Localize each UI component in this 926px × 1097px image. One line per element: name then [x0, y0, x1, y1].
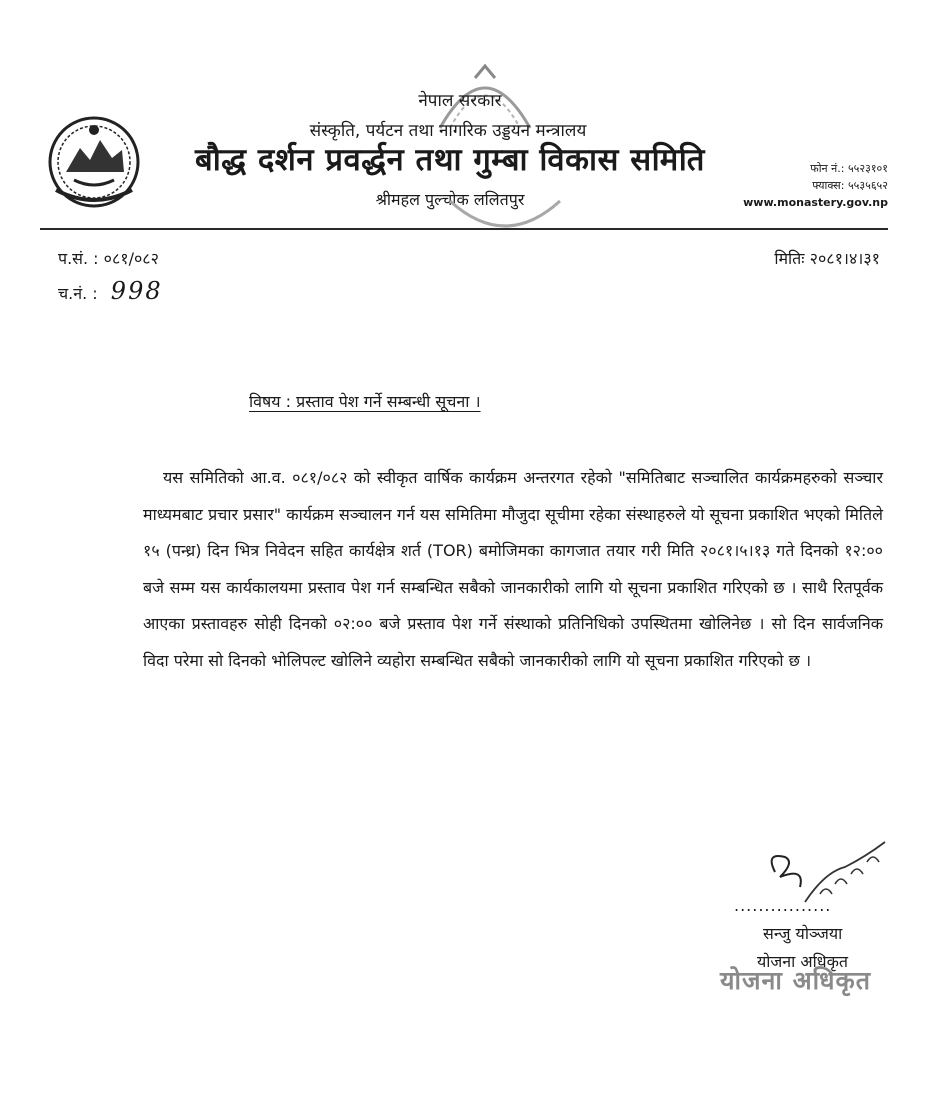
signature-dotted-line: ................ [734, 896, 832, 915]
designation-stamp: योजना अधिकृत [720, 966, 871, 995]
dispatch-number-line [58, 277, 163, 305]
seal-arc-icon [440, 196, 570, 244]
header-divider [40, 228, 888, 230]
letter-number: प.सं. : ०८१/०८२ [58, 249, 159, 268]
organization-name: बौद्ध दर्शन प्रवर्द्धन तथा गुम्बा विकास समिति [195, 142, 705, 178]
subject-line: विषय : प्रस्ताव पेश गर्ने सम्बन्धी सूचना । [249, 392, 481, 411]
ministry-name: संस्कृति, पर्यटन तथा नागरिक उड्डयन मन्त्रालय [309, 121, 587, 141]
government-name: नेपाल सरकार [418, 91, 502, 111]
dispatch-label: च.नं. : [58, 284, 98, 303]
dispatch-number-handwritten: 998 [110, 277, 163, 305]
website-link[interactable]: www.monastery.gov.np [743, 196, 888, 209]
letter-date: मितिः २०८१।४।३१ [774, 249, 880, 268]
phone-number: फोन नं.: ५५२३१०१ [810, 162, 888, 175]
signatory-name: सन्जु योञ्जया [763, 924, 843, 943]
fax-number: फ्याक्स: ५५३५६५२ [812, 179, 888, 192]
signatory-title: योजना अधिकृत [757, 952, 849, 971]
notice-body: यस समितिको आ.व. ०८१/०८२ को स्वीकृत वार्षिक कार्यक्रम अन्तरगत रहेको "समितिबाट सञ्चालित कार्यक्रमहरुको सञ्चार माध्यमबाट प्रचार प्रसार" कार्यक्रम सञ्चालन गर्न यस समितिमा मौजुदा सूचीमा रहेका संस्थाहरुले यो सूचना प्रकाशित भएको मितिले १५ (पन्ध्र) दिन भित्र निवेदन सहित कार्यक्षेत्र शर्त (TOR) बमोजिमका कागजात तयार गरी मिति २०८१।५।१३ गते दिनको १२:०० बजे सम्म यस कार्यकालयमा प्रस्ताव पेश गर्न सम्बन्धित सबैको जानकारीको लागि यो सूचना प्रकाशित गरिएको छ । साथै रितपूर्वक आएका प्रस्तावहरु सोही दिनको ०२:०० बजे प्रस्ताव पेश गर्ने संस्थाको प्रतिनिधिको उपस्थितमा खोलिनेछ । सो दिन सार्वजनिक विदा परेमा सो दिनको भोलिपल्ट खोलिने व्यहोरा सम्बन्धित सबैको जानकारीको लागि यो सूचना प्रकाशित गरिएको छ । [143, 468, 883, 670]
nepal-emblem-icon [44, 110, 144, 210]
contact-block [728, 160, 888, 211]
organization-address: श्रीमहल पुल्चोक ललितपुर [375, 190, 525, 209]
